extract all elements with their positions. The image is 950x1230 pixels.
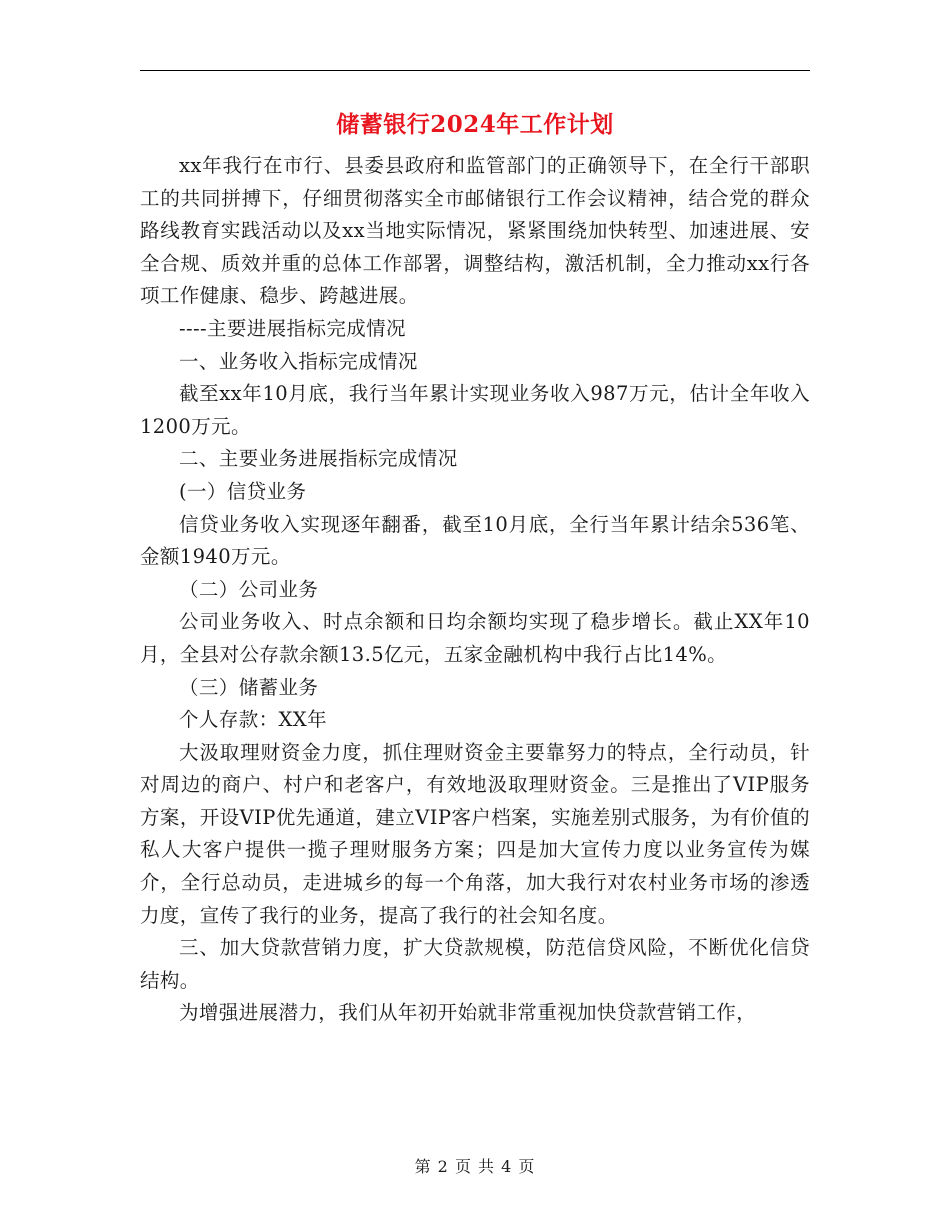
document-body [140,150,810,1030]
section-heading-2: 二、主要业务进展指标完成情况 [179,447,458,471]
subheading-credit: (一）信贷业务 [179,479,307,503]
paragraph-wealth: 大汲取理财资金力度，抓住理财资金主要靠努力的特点，全行动员，针对周边的商户、村户和老客户，有效地汲取理财资金。三是推出了VIP服务方案，开设VIP优先通道，建立VIP客户档案，实施差别式服务，为有价值的私人大客户提供一揽子理财服务方案；四是加大宣传力度以业务宣传为媒介，全行总动员，走进城乡的每一个角落，加大我行对农村业务市场的渗透力度，宣传了我行的业务，提高了我行的社会知名度。 [140,740,810,927]
page-number: 第 2 页 共 4 页 [414,1157,536,1176]
section-heading-3: 三、加大贷款营销力度，扩大贷款规模，防范信贷风险，不断优化信贷结构。 [140,936,810,992]
section-heading-main-indicators: ----主要进展指标完成情况 [179,316,406,340]
paragraph-revenue: 截至xx年10月底，我行当年累计实现业务收入987万元，估计全年收入1200万元。 [140,382,810,438]
paragraph-intro: xx年我行在市行、县委县政府和监管部门的正确领导下，在全行干部职工的共同拼搏下，仔细贯彻落实全市邮储银行工作会议精神，结合党的群众路线教育实践活动以及xx当地实际情况，紧紧围绕加快转型、加速进展、安全合规、质效并重的总体工作部署，调整结构，激活机制，全力推动xx行各项工作健康、稳步、跨越进展。 [140,154,810,308]
header-rule [140,70,810,71]
document-title: 储蓄银行2024年工作计划 [336,111,614,138]
subheading-corporate: （二）公司业务 [179,577,319,601]
paragraph-loan-marketing: 为增强进展潜力，我们从年初开始就非常重视加快贷款营销工作， [179,1001,757,1025]
subheading-savings: （三）储蓄业务 [179,675,319,699]
paragraph-credit: 信贷业务收入实现逐年翻番，截至10月底，全行当年累计结余536笔、金额1940万元。 [140,512,810,569]
section-heading-1: 一、业务收入指标完成情况 [179,349,418,373]
paragraph-corporate: 公司业务收入、时点余额和日均余额均实现了稳步增长。截止XX年10月，全县对公存款余额13.5亿元，五家金融机构中我行占比14%。 [140,610,810,666]
paragraph-personal-deposit: 个人存款：XX年 [179,708,327,732]
